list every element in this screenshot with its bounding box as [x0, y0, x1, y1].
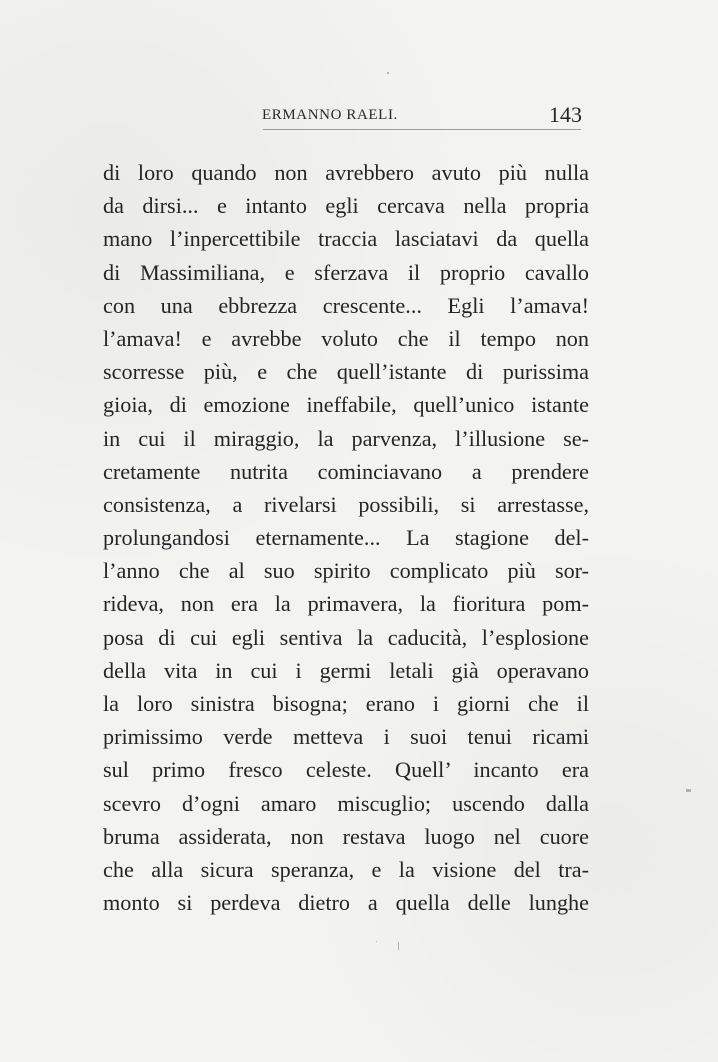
- text-line: cretamente nutrita cominciavano a prendere: [103, 458, 589, 484]
- text-line: scevro d’ogni amaro miscuglio; uscendo dalla: [103, 790, 589, 816]
- text-line: di loro quando non avrebbero avuto più nulla: [103, 160, 589, 185]
- text-line: rideva, non era la primavera, la fioritura pom-: [103, 591, 589, 617]
- text-line: primissimo verde metteva i suoi tenui ricami: [103, 724, 589, 750]
- text-line: posa di cui egli sentiva la caducità, l’esplosione: [103, 624, 589, 650]
- text-line: l’anno che al suo spirito complicato più sor-: [103, 558, 589, 584]
- text-line: la loro sinistra bisogna; erano i giorni che il: [103, 691, 589, 716]
- text-line: della vita in cui i germi letali già operavano: [103, 657, 589, 683]
- text-line: bruma assiderata, non restava luogo nel cuore: [103, 823, 589, 849]
- text-line: l’amava! e avrebbe voluto che il tempo non: [103, 325, 589, 351]
- text-line: prolungandosi eternamente... La stagione del-: [103, 525, 589, 551]
- text-line: consistenza, a rivelarsi possibili, si arrestasse,: [103, 491, 589, 517]
- text-line: con una ebbrezza crescente... Egli l’amava!: [103, 292, 589, 318]
- page-header: [262, 104, 582, 132]
- page-speck: [686, 789, 691, 792]
- text-line: in cui il miraggio, la parvenza, l’illusione se-: [103, 425, 589, 451]
- page-number: 143: [549, 102, 582, 127]
- page-speck: [398, 942, 399, 950]
- running-head: ERMANNO RAELI.: [262, 107, 398, 123]
- text-line: sul primo fresco celeste. Quell’ incanto era: [103, 757, 589, 783]
- text-line: gioia, di emozione ineffabile, quell’unico istante: [103, 392, 589, 418]
- header-rule: [263, 129, 581, 130]
- text-line: che alla sicura speranza, e la visione del tra-: [103, 856, 589, 882]
- page-speck: [376, 941, 377, 942]
- text-line: scorresse più, e che quell’istante di purissima: [103, 359, 589, 385]
- text-line: da dirsi... e intanto egli cercava nella propria: [103, 193, 589, 219]
- text-line: mano l’inpercettibile traccia lasciatavi da quella: [103, 226, 589, 252]
- page-speck: [387, 72, 389, 74]
- page-body: [103, 156, 589, 919]
- text-line: monto si perdeva dietro a quella delle lunghe: [103, 890, 589, 916]
- text-line: di Massimiliana, e sferzava il proprio cavallo: [103, 259, 589, 285]
